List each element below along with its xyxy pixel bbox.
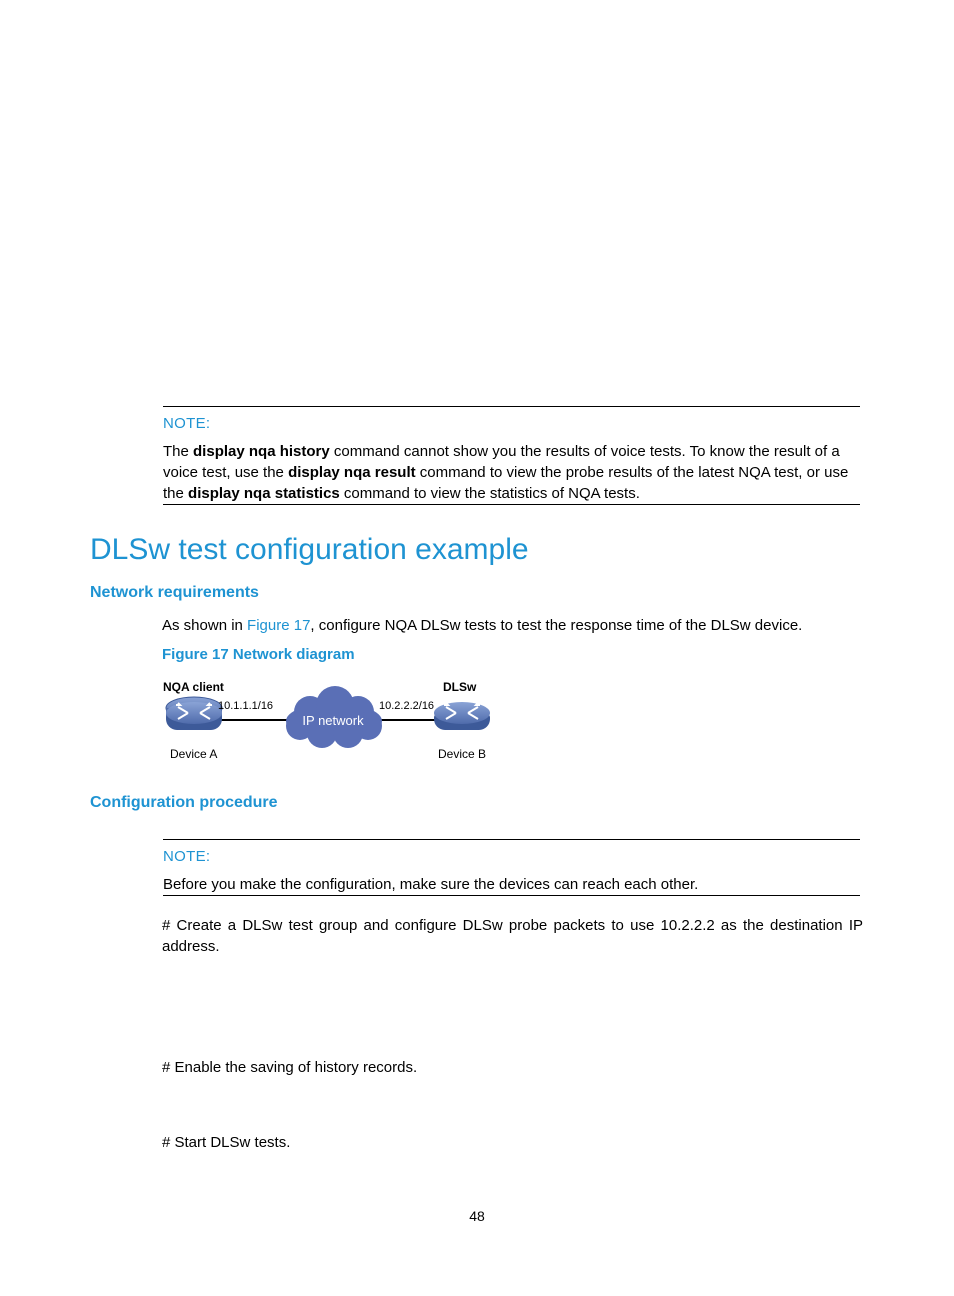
network-requirements-heading: Network requirements bbox=[90, 584, 259, 601]
figure-17-link[interactable]: Figure 17 bbox=[247, 617, 311, 634]
command-name: display nqa history bbox=[193, 443, 330, 460]
note-text-segment: The bbox=[163, 443, 194, 460]
command-name: display nqa result bbox=[288, 464, 416, 481]
note-label: NOTE: bbox=[163, 415, 211, 432]
note-top-rule bbox=[163, 406, 860, 407]
router-b-icon bbox=[434, 702, 490, 730]
step-start-tests: # Start DLSw tests. bbox=[162, 1134, 291, 1151]
note2-top-rule bbox=[163, 839, 860, 840]
configuration-procedure-heading: Configuration procedure bbox=[90, 794, 278, 811]
left-ip-label: 10.1.1.1/16 bbox=[218, 700, 274, 712]
dlsw-label: DLSw bbox=[443, 680, 477, 694]
requirements-text-before: As shown in bbox=[162, 617, 248, 634]
note-bottom-rule bbox=[163, 504, 860, 505]
section-title: DLSw test configuration example bbox=[90, 533, 529, 566]
note-text bbox=[163, 441, 860, 504]
cloud-label: IP network bbox=[302, 713, 364, 728]
nqa-client-label: NQA client bbox=[163, 680, 224, 694]
device-b-label: Device B bbox=[438, 747, 487, 761]
note-text-segment: command to view the probe results of the latest NQA test, or use the bbox=[163, 464, 849, 502]
step-create-test-group: # Create a DLSw test group and configure DLSw probe packets to use 10.2.2.2 as the destination IP address. bbox=[162, 917, 863, 955]
network-diagram bbox=[150, 672, 510, 772]
right-ip-label: 10.2.2.2/16 bbox=[379, 700, 435, 712]
note2-label: NOTE: bbox=[163, 848, 211, 865]
step-enable-history: # Enable the saving of history records. bbox=[162, 1059, 418, 1076]
figure-caption: Figure 17 Network diagram bbox=[162, 646, 355, 663]
network-requirements-text bbox=[162, 615, 862, 636]
note-text-segment: command to view the statistics of NQA tests. bbox=[339, 485, 640, 502]
note2-bottom-rule bbox=[163, 895, 860, 896]
command-name: display nqa statistics bbox=[188, 485, 340, 502]
device-a-label: Device A bbox=[170, 747, 218, 761]
requirements-text-after: , configure NQA DLSw tests to test the response time of the DLSw device. bbox=[310, 617, 803, 634]
router-a-icon bbox=[166, 697, 222, 730]
note2-text: Before you make the configuration, make sure the devices can reach each other. bbox=[163, 876, 699, 893]
note-text-segment: command cannot show you the results of voice tests. To know the result of a voice test, use the bbox=[163, 443, 840, 481]
page-number: 48 bbox=[469, 1208, 485, 1224]
